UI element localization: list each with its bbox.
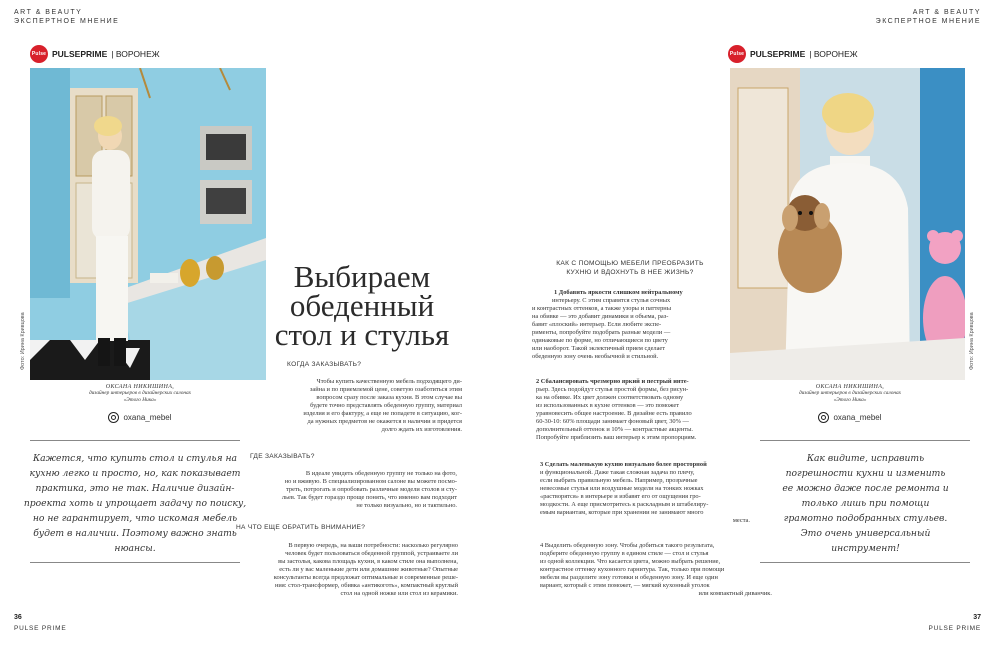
heading-where: ГДЕ ЗАКАЗЫВАТЬ? bbox=[250, 453, 315, 460]
section-title: ART & BEAUTY bbox=[912, 9, 981, 16]
instagram-handle-left[interactable] bbox=[85, 412, 195, 423]
caption-name: ОКСАНА НИКИШИНА, bbox=[105, 384, 175, 390]
title-line: обеденный bbox=[289, 288, 435, 323]
tip-3: 3 Сделать маленькую кухню визуально более просторной и функциональной. Даже такая сложная задача по плечу, если выбрать правильную мебель. Например, прозрачные невесомые стулья или воздушные модели на тонких ножках «растворятся» в интерьере и избавят его от ощущения гро- моздкости. А еще присмотритесь к раскладным и штабелиру- емым вариантам, которые при хранении не занимают много места. bbox=[540, 461, 750, 524]
caption-role: дизайнер интерьеров в дизайнерских салонах bbox=[88, 390, 192, 396]
section-label-left bbox=[14, 8, 119, 26]
text-when: Чтобы купить качественную мебель подходящего ди- зайна и по приемлемой цене, советую озаботиться этим вопросом сразу после заказа кухни. В этом случае вы будете точно представлять обеденную группу, материал изделия и его фактуру, а еще не попадете в ситуацию, ког- да нужных предметов не окажется в наличии и придется долго ждать их изготовления. bbox=[303, 378, 462, 433]
tip-2: 2 Сбалансировать чрезмерно яркий и пестрый инте- рьер. Здесь подойдут стулья простой формы, без рисун- ка на обивке. Их цвет должен соответствовать одному из использованных в кухне оттенков — это поможет уравновесить общее настроение. В дизайне есть правило 60-30-10: 60% площади занимает фоновый цвет, 30% — дополнительный оттенок и 10% — контрастные акценты. Попробуйте приблизить ваш интерьер к этим пропорциям. bbox=[536, 378, 697, 441]
pull-quote-right bbox=[768, 451, 963, 556]
quote-line: инструмент! bbox=[831, 543, 900, 554]
caption-role: дизайнер интерьеров в дизайнерских салонах bbox=[798, 390, 902, 396]
page-number-left: 36 bbox=[14, 614, 22, 621]
quote-line: Кажется, что купить стол и стулья на bbox=[33, 453, 237, 464]
page-footer-right: PULSE PRIME bbox=[928, 625, 981, 632]
pulse-logo-icon: Pulse bbox=[30, 45, 48, 63]
quote-line: практика, это не так. Наличие дизайн- bbox=[35, 483, 235, 494]
page-footer-left: PULSE PRIME bbox=[14, 625, 67, 632]
photo-caption-right bbox=[750, 384, 950, 403]
caption-name: ОКСАНА НИКИШИНА, bbox=[815, 384, 885, 390]
brand-header-right bbox=[728, 45, 858, 63]
photo-credit-right: Фото: Ирина Кривцова bbox=[969, 312, 975, 370]
quote-rule-bottom-right bbox=[760, 562, 970, 563]
quote-line: только лишь при помощи bbox=[801, 498, 930, 509]
quote-rule-top-right bbox=[760, 440, 970, 441]
tip-1: 1 Добавить яркости слишком нейтральному интерьеру. С этим справятся стулья сочных и контрастных оттенков, а также узоры и паттерны на обивке — это добавит динамики и объема, раз- бавит «плоский» интерьер. Если любите экспе- рименты, попробуйте подобрать разные модели — одинаковые по форме, но отличающиеся по цвету или наоборот. Такой эклектичный прием сделает обеденную зону очень необычной и стильной. bbox=[532, 289, 683, 360]
photo-credit-left: Фото: Ирина Кривцова bbox=[20, 312, 26, 370]
section-title: ART & BEAUTY bbox=[14, 9, 83, 16]
section-subtitle: ЭКСПЕРТНОЕ МНЕНИЕ bbox=[875, 18, 981, 25]
instagram-handle-right[interactable] bbox=[795, 412, 905, 423]
quote-line: но не гарантирует, что искомая мебель bbox=[32, 513, 238, 524]
quote-line: кухню легко и просто, но, как показывает bbox=[29, 468, 241, 479]
quote-line: нюансы. bbox=[114, 543, 156, 554]
title-line: стол и стулья bbox=[274, 317, 450, 352]
heading-attention: НА ЧТО ЕЩЕ ОБРАТИТЬ ВНИМАНИЕ? bbox=[236, 524, 366, 531]
caption-role-salon: «Этого Ника» bbox=[123, 396, 157, 403]
pull-quote-left bbox=[22, 451, 248, 556]
quote-rule-bottom-left bbox=[30, 562, 240, 563]
title-line: Выбираем bbox=[293, 259, 431, 294]
article-title bbox=[262, 259, 462, 352]
section-label-right bbox=[876, 8, 981, 26]
instagram-icon bbox=[108, 412, 119, 423]
instagram-name: oxana_mebel bbox=[123, 413, 172, 422]
brand-header-left bbox=[30, 45, 160, 63]
brand-name: PULSEPRIME bbox=[52, 49, 108, 59]
quote-line: проекта хоть и упрощает задачу по поиску, bbox=[23, 498, 247, 509]
text-where: В идеале увидеть обеденную группу не только на фото, но и вживую. В специализированном салоне вы можете посмо- треть, потрогать и опробовать различные модели столов и сту- льев. Так будет гораздо проще понять, что именно вам подходит не только визуально, но и тактильно. bbox=[281, 470, 457, 509]
quote-line: будет в наличии. Поэтому важно знать bbox=[33, 528, 237, 539]
heading-when: КОГДА ЗАКАЗЫВАТЬ? bbox=[287, 361, 362, 368]
brand-name: PULSEPRIME bbox=[750, 49, 806, 59]
quote-rule-top-left bbox=[30, 440, 240, 441]
text-attention: В первую очередь, на ваши потребности: насколько регулярно человек будет пользоваться обеденной группой, устраиваете ли вы застолья, какова площадь кухни, в каком стиле она выполнена, есть ли у вас маленькие дети или домашние животные? Опытные консультанты всегда предложат оптимальные и современные реше- ния: стол-трансформер, обивка «антикоготь», компактный круглый стол на одной ножке или стол из керамики. bbox=[273, 542, 458, 597]
photo-caption-left bbox=[40, 384, 240, 403]
page-number-right: 37 bbox=[973, 614, 981, 621]
instagram-icon bbox=[818, 412, 829, 423]
heading-revive: КАК С ПОМОЩЬЮ МЕБЕЛИ ПРЕОБРАЗИТЬ КУХНЮ И ВДОХНУТЬ В НЕЕ ЖИЗНЬ? bbox=[556, 260, 704, 276]
quote-line: ее можно даже после ремонта и bbox=[782, 483, 949, 494]
portrait-photo-right bbox=[730, 68, 965, 380]
tip-4: 4 Выделить обеденную зону. Чтобы добиться такого результата, подберите обеденную группу в едином стиле — стол и стулья из одной коллекции. Что касается цвета, можно выбрать решение, контрастное оттенку кухонного гарнитура. Так, только при помощи мебели вы разделите зону готовки и обеденную зону. И еще один вариант, который с этим поможет, — мягкий кухонный уголок или компактный диванчик. bbox=[540, 542, 772, 597]
section-subtitle: ЭКСПЕРТНОЕ МНЕНИЕ bbox=[14, 18, 120, 25]
instagram-name: oxana_mebel bbox=[833, 413, 882, 422]
kitchen-photo-left bbox=[30, 68, 266, 380]
quote-line: Как видите, исправить bbox=[806, 453, 925, 464]
quote-line: грамотно подобранных стульев. bbox=[783, 513, 948, 524]
quote-line: Это очень универсальный bbox=[800, 528, 931, 539]
pulse-logo-icon: Pulse bbox=[728, 45, 746, 63]
quote-line: погрешности кухни и изменить bbox=[785, 468, 946, 479]
brand-city: | ВОРОНЕЖ bbox=[809, 49, 858, 59]
brand-city: | ВОРОНЕЖ bbox=[111, 49, 160, 59]
caption-role-salon: «Этого Ника» bbox=[833, 396, 867, 403]
